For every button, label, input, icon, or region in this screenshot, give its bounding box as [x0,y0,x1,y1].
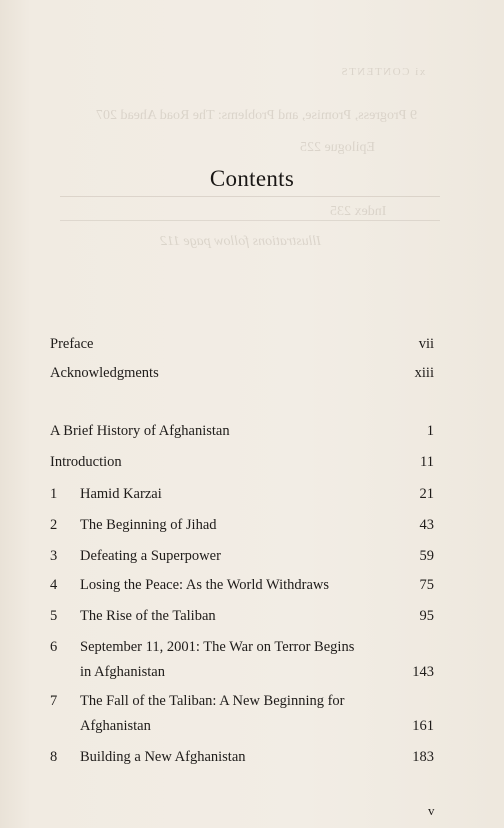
toc-entry-page: 21 [419,486,434,502]
chapter-number: 7 [50,693,58,709]
show-through-line: Index 235 [330,204,387,219]
show-through-line: 9 Progress, Promise, and Problems: The Road Ahead 207 [96,108,417,123]
toc-entry-label: Building a New Afghanistan [80,749,246,765]
page-title: Contents [209,166,295,191]
show-through-running-head: xi CONTENTS [340,66,426,78]
toc-entry-page: 75 [419,577,434,593]
toc-entry-label-line2: Afghanistan [80,718,151,734]
show-through-line: Epilogue 225 [300,140,376,155]
toc-entry-label: Introduction [50,454,122,470]
toc-entry-page: vii [418,336,434,352]
toc-entry-page: 59 [419,548,434,564]
toc-entry-label: Hamid Karzai [80,486,162,502]
toc-entry-label: A Brief History of Afghanistan [50,423,230,439]
show-through-rule [60,220,440,221]
chapter-number: 4 [50,577,58,593]
toc-entry-page: 143 [412,664,434,680]
toc-chapter-7 [50,690,434,740]
toc-entry-label: Preface [50,336,94,352]
chapter-number: 2 [50,517,58,533]
toc-entry-label: Losing the Peace: As the World Withdraws [80,577,330,593]
toc-entry-label: Acknowledgments [50,365,159,381]
toc-entry-label: Defeating a Superpower [80,548,221,564]
toc-entry-page: 1 [426,423,434,439]
toc-entry-page: xiii [414,365,434,381]
chapter-number: 3 [50,548,58,564]
chapter-number: 6 [50,639,58,655]
show-through-rule [60,196,440,197]
toc-entry-label: The Rise of the Taliban [80,608,216,624]
toc-entry-label-line2: in Afghanistan [80,664,165,680]
toc-entry-page: 43 [419,517,434,533]
toc-entry-page: 11 [420,454,434,470]
toc-entry-label: The Beginning of Jihad [80,517,217,533]
chapter-number: 8 [50,749,58,765]
toc-entry-page: 161 [412,718,434,734]
show-through-line: Illustrations follow page 112 [160,234,322,249]
toc-chapter-6 [50,636,434,686]
toc-entry-label-line1: September 11, 2001: The War on Terror Begins [80,639,355,655]
chapter-number: 1 [50,486,58,502]
page-number: v [428,803,435,818]
toc-entry-page: 183 [412,749,434,765]
toc-entry-page: 95 [419,608,434,624]
chapter-number: 5 [50,608,58,624]
toc-entry-label-line1: The Fall of the Taliban: A New Beginning for [80,693,345,709]
